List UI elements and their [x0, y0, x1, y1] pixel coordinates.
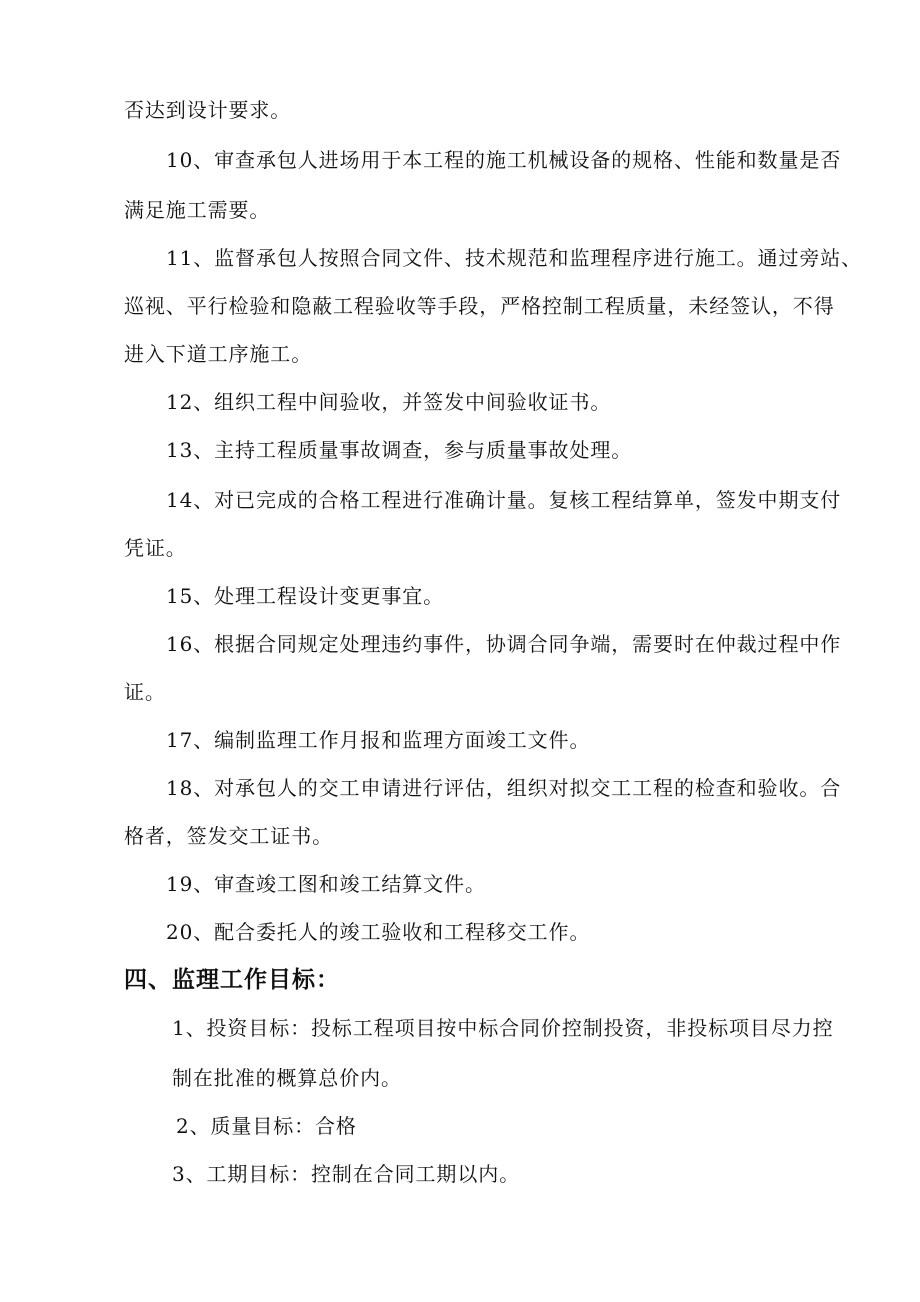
- text-line: 16、根据合同规定处理违约事件，协调合同争端，需要时在仲裁过程中作: [166, 632, 842, 656]
- text-line: 15、处理工程设计变更事宜。: [166, 584, 445, 608]
- goal-line: 制在批准的概算总价内。: [172, 1066, 402, 1090]
- text-line: 10、审查承包人进场用于本工程的施工机械设备的规格、性能和数量是否: [166, 148, 842, 172]
- text-line: 13、主持工程质量事故调查，参与质量事故处理。: [166, 438, 633, 462]
- section-heading: 四、监理工作目标：: [124, 967, 340, 993]
- text-line: 进入下道工序施工。: [124, 342, 313, 366]
- text-line: 格者，签发交工证书。: [124, 824, 333, 848]
- text-line: 18、对承包人的交工申请进行评估，组织对拟交工工程的检查和验收。合: [166, 776, 842, 800]
- text-line: 凭证。: [124, 536, 187, 560]
- text-line: 11、监督承包人按照合同文件、技术规范和监理程序进行施工。通过旁站、: [166, 246, 863, 270]
- goal-line: 3、工期目标：控制在合同工期以内。: [172, 1162, 521, 1186]
- text-line: 满足施工需要。: [124, 198, 271, 222]
- goal-line: 2、质量目标：合格: [176, 1114, 357, 1138]
- text-line: 巡视、平行检验和隐蔽工程验收等手段，严格控制工程质量，未经签认，不得: [124, 294, 835, 318]
- text-line: 12、组织工程中间验收，并签发中间验收证书。: [166, 390, 612, 414]
- text-line: 证。: [124, 680, 166, 704]
- text-line: 19、审查竣工图和竣工结算文件。: [166, 872, 486, 896]
- text-line: 20、配合委托人的竣工验收和工程移交工作。: [166, 920, 591, 944]
- text-line: 否达到设计要求。: [124, 98, 292, 122]
- text-line: 17、编制监理工作月报和监理方面竣工文件。: [166, 728, 591, 752]
- goal-line: 1、投资目标：投标工程项目按中标合同价控制投资，非投标项目尽力控: [172, 1016, 834, 1040]
- text-line: 14、对已完成的合格工程进行准确计量。复核工程结算单，签发中期支付: [166, 488, 842, 512]
